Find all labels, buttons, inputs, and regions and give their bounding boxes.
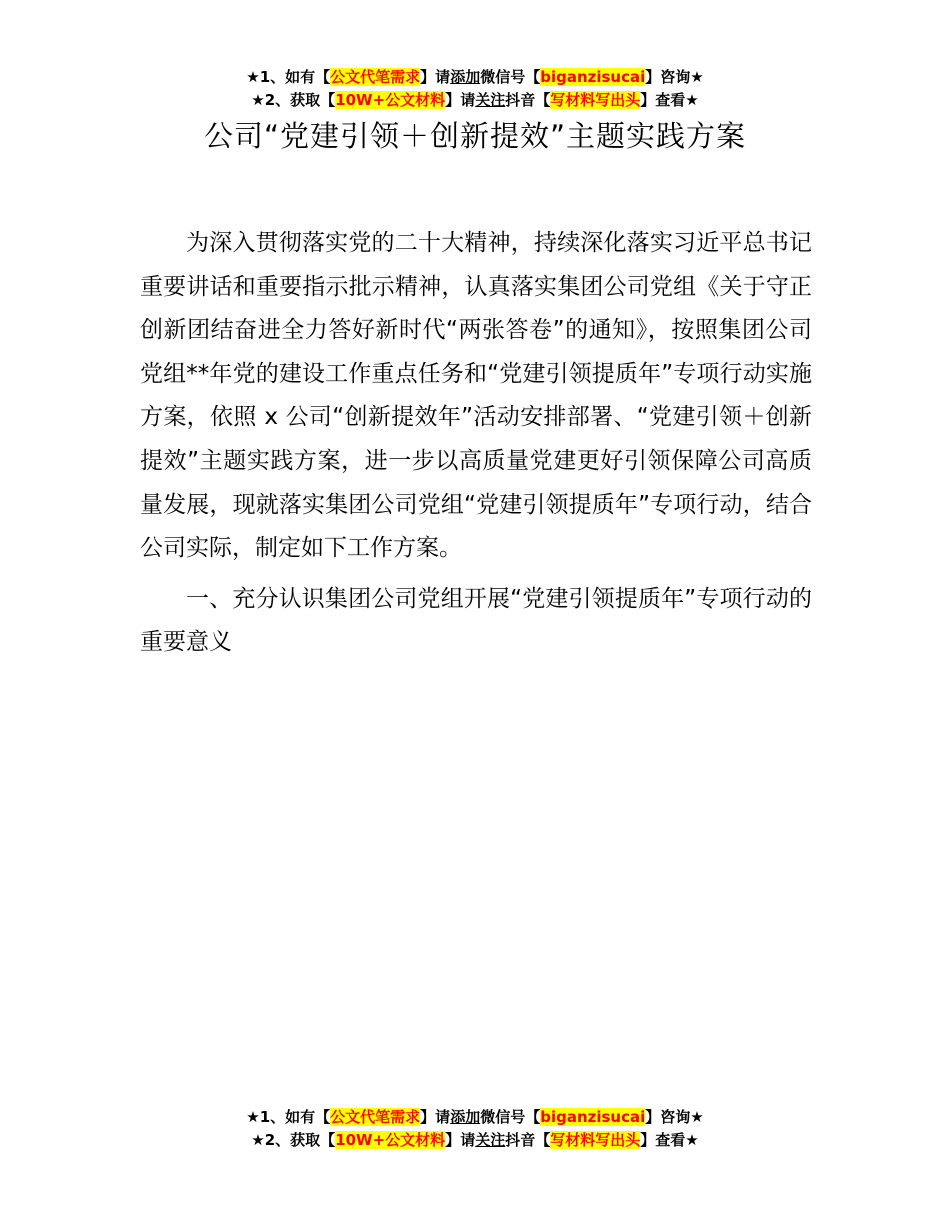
promo-underlined: 关注 [475, 1131, 506, 1149]
promo-text: 】请 [420, 68, 451, 86]
promo-underlined: 关注 [475, 91, 506, 109]
promo-highlight: 10W+公文材料 [335, 91, 446, 109]
promo-text: ★1、如有【 [246, 1108, 331, 1126]
promo-text: 】请 [420, 1108, 451, 1126]
footer-promo-banner [0, 1106, 950, 1152]
promo-underlined: 添加 [450, 1108, 481, 1126]
promo-highlight: 公文代笔需求 [330, 68, 421, 86]
promo-text: 】查看★ [640, 91, 699, 109]
promo-line-2 [0, 1129, 950, 1152]
promo-highlight: 10W+公文材料 [335, 1131, 446, 1149]
promo-highlight-douyin-id: 写材料写出头 [550, 91, 641, 109]
promo-text: ★2、获取【 [251, 1131, 336, 1149]
header-promo-banner [0, 66, 950, 112]
body-paragraph-intro: 为深入贯彻落实党的二十大精神，持续深化落实习近平总书记重要讲话和重要指示批示精神，认真落实集团公司党组《关于守正创新团结奋进全力答好新时代“两张答卷”的通知》，按照集团公司党组**年党的建设工作重点任务和“党建引领提质年”专项行动实施方案，依照 x 公司“创新提效年”活动安排部署、“党建引领＋创新提效”主题实践方案，进一步以高质量党建更好引领保障公司高质量发展，现就落实集团公司党组“党建引领提质年”专项行动，结合公司实际，制定如下工作方案。 [140, 230, 812, 562]
promo-text: 微信号【 [480, 1108, 541, 1126]
section-heading-1: 一、充分认识集团公司党组开展“党建引领提质年”专项行动的重要意义 [140, 585, 812, 656]
promo-highlight: 公文代笔需求 [330, 1108, 421, 1126]
promo-text: 】咨询★ [645, 68, 704, 86]
promo-highlight-douyin-id: 写材料写出头 [550, 1131, 641, 1149]
document-title: 公司“党建引领＋创新提效”主题实践方案 [203, 119, 747, 153]
promo-highlight-wechat-id: biganzisucai [540, 68, 646, 86]
promo-line-2 [0, 89, 950, 112]
promo-text: 抖音【 [505, 1131, 551, 1149]
promo-text: ★1、如有【 [246, 68, 331, 86]
promo-text: 微信号【 [480, 68, 541, 86]
promo-text: 】请 [445, 1131, 476, 1149]
promo-underlined: 添加 [450, 68, 481, 86]
document-body [140, 222, 812, 672]
promo-line-1 [0, 66, 950, 89]
promo-highlight-wechat-id: biganzisucai [540, 1108, 646, 1126]
promo-text: 】请 [445, 91, 476, 109]
promo-text: 】咨询★ [645, 1108, 704, 1126]
promo-line-1 [0, 1106, 950, 1129]
promo-text: 】查看★ [640, 1131, 699, 1149]
promo-text: 抖音【 [505, 91, 551, 109]
promo-text: ★2、获取【 [251, 91, 336, 109]
